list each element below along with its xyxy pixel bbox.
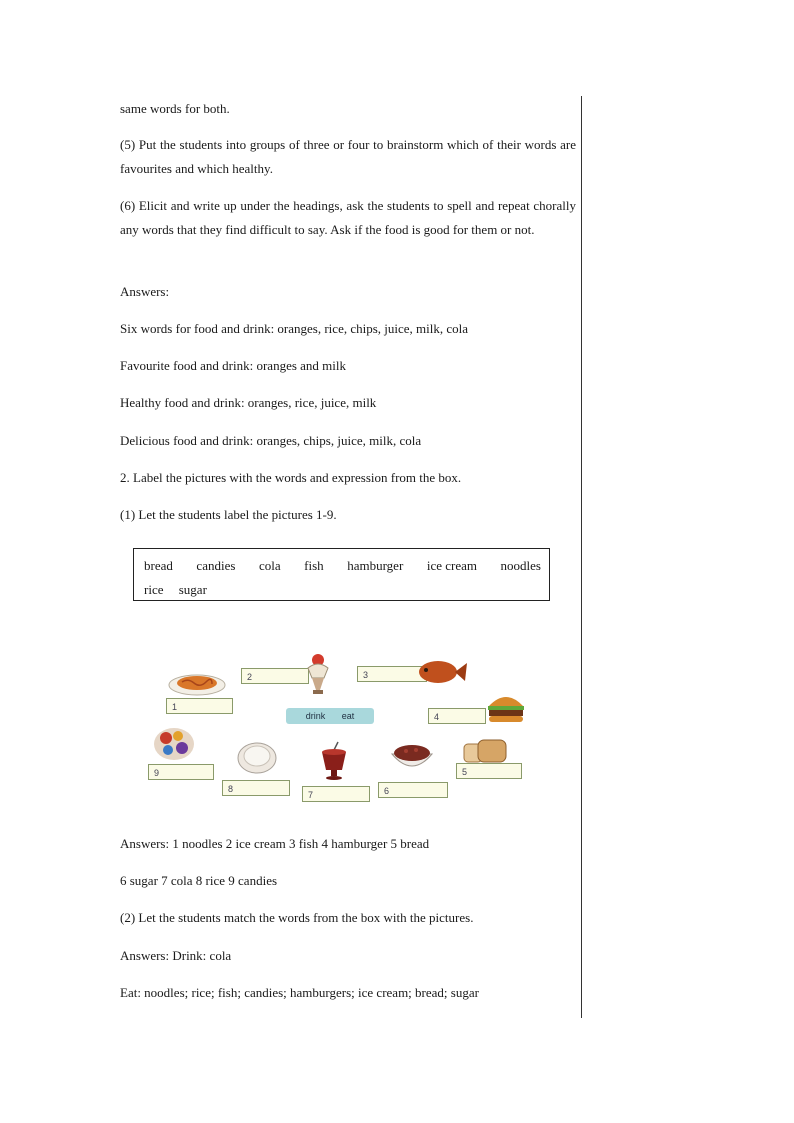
step-6: (6) Elicit and write up under the headings, ask the students to spell and repeat chorally any words that they find difficult to say. Ask if the food is good for them or not.	[120, 198, 576, 237]
center-word-eat: eat	[341, 711, 355, 721]
word-box-row-1	[144, 556, 541, 576]
paragraph-continuation: same words for both.	[120, 101, 230, 116]
answer-favourite: Favourite food and drink: oranges and milk	[120, 358, 347, 373]
answers-heading: Answers:	[120, 284, 170, 299]
word: candies	[196, 558, 236, 573]
exercise-2-step-2: (2) Let the students match the words from the box with the pictures.	[120, 910, 474, 925]
food-label-figure	[140, 648, 540, 818]
label-box-2: 2	[241, 668, 309, 684]
label-box-6: 6	[378, 782, 448, 798]
word-box	[133, 548, 550, 601]
label-box-8: 8	[222, 780, 290, 796]
exercise-2-step-1: (1) Let the students label the pictures 1-9.	[120, 507, 337, 522]
label-box-5: 5	[456, 763, 522, 779]
word: rice	[144, 582, 164, 597]
cola-icon	[318, 740, 350, 782]
word: sugar	[178, 582, 207, 597]
hamburger-icon	[486, 690, 526, 728]
word: hamburger	[347, 558, 404, 573]
label-box-4: 4	[428, 708, 486, 724]
noodles-icon	[168, 670, 226, 696]
answer-healthy: Healthy food and drink: oranges, rice, juice, milk	[120, 395, 377, 410]
word-box-row-2	[144, 580, 541, 600]
label-box-1: 1	[166, 698, 233, 714]
step-5: (5) Put the students into groups of three or four to brainstorm which of their words are favourites and which healthy.	[120, 137, 576, 176]
exercise-2-heading: 2. Label the pictures with the words and expression from the box.	[120, 470, 462, 485]
word: cola	[258, 558, 281, 573]
answers-eat: Eat: noodles; rice; fish; candies; hamburgers; ice cream; bread; sugar	[120, 985, 479, 1000]
word: noodles	[500, 558, 541, 573]
candies-icon	[150, 722, 198, 766]
bread-icon	[460, 736, 510, 766]
label-box-9: 9	[148, 764, 214, 780]
rice-icon	[236, 740, 278, 776]
label-box-3: 3	[357, 666, 427, 682]
label-box-7: 7	[302, 786, 370, 802]
ice-cream-icon	[304, 652, 332, 696]
answers-drink: Answers: Drink: cola	[120, 948, 232, 963]
drink-eat-tag	[286, 708, 374, 724]
answer-six-words: Six words for food and drink: oranges, rice, chips, juice, milk, cola	[120, 321, 469, 336]
sugar-icon	[388, 738, 436, 776]
word: bread	[144, 558, 173, 573]
center-word-drink: drink	[305, 711, 326, 721]
column-rule	[581, 96, 582, 1018]
exercise-2-answers-line-1: Answers: 1 noodles 2 ice cream 3 fish 4 hamburger 5 bread	[120, 836, 430, 851]
word: fish	[304, 558, 324, 573]
exercise-2-answers-line-2: 6 sugar 7 cola 8 rice 9 candies	[120, 873, 278, 888]
word: ice cream	[426, 558, 477, 573]
answer-delicious: Delicious food and drink: oranges, chips, juice, milk, cola	[120, 433, 422, 448]
fish-icon	[416, 654, 468, 688]
